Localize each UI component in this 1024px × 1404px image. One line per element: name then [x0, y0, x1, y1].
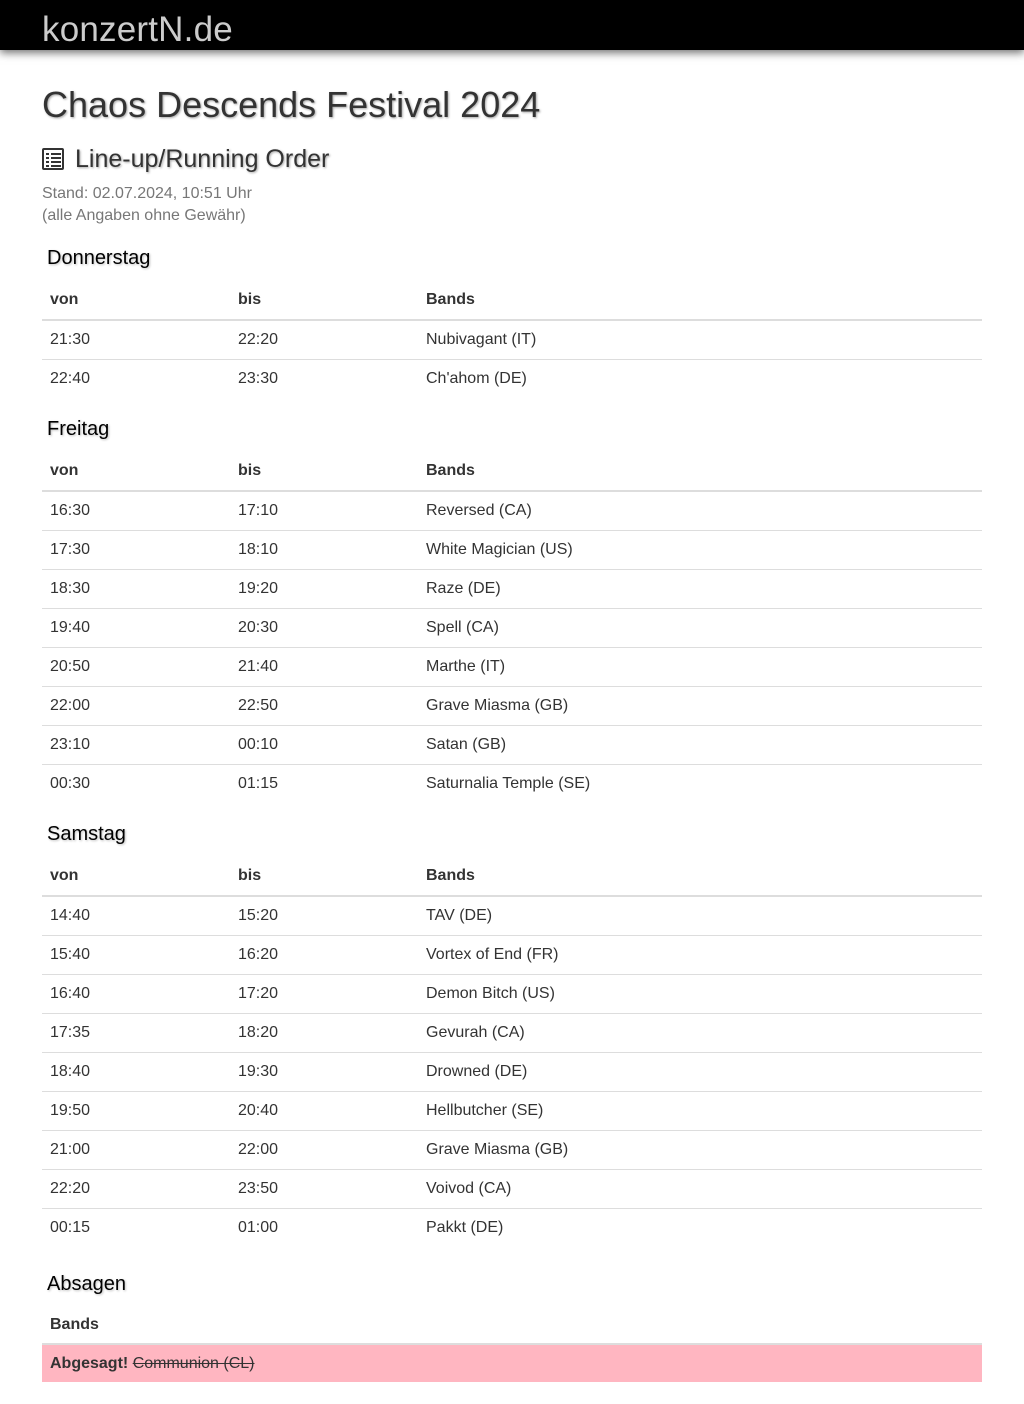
start-time: 22:00 — [42, 686, 230, 725]
schedule-table — [42, 281, 982, 398]
end-time: 01:15 — [230, 764, 418, 803]
column-header-bands: Bands — [418, 452, 982, 491]
table-row — [42, 608, 982, 647]
start-time: 21:00 — [42, 1130, 230, 1169]
site-brand-link[interactable]: konzertN.de — [42, 10, 233, 49]
table-row — [42, 647, 982, 686]
start-time: 19:40 — [42, 608, 230, 647]
column-header-bands: Bands — [418, 281, 982, 320]
cancelled-band-name: Communion (CL) — [132, 1354, 255, 1372]
end-time: 00:10 — [230, 725, 418, 764]
cancelled-row — [42, 1344, 982, 1382]
table-row — [42, 1130, 982, 1169]
start-time: 22:40 — [42, 359, 230, 398]
band-name: Demon Bitch (US) — [418, 974, 982, 1013]
band-name: Satan (GB) — [418, 725, 982, 764]
column-header-von: von — [42, 452, 230, 491]
start-time: 00:30 — [42, 764, 230, 803]
start-time: 15:40 — [42, 935, 230, 974]
band-name: Gevurah (CA) — [418, 1013, 982, 1052]
band-name: Saturnalia Temple (SE) — [418, 764, 982, 803]
table-row — [42, 896, 982, 935]
end-time: 22:00 — [230, 1130, 418, 1169]
band-name: Marthe (IT) — [418, 647, 982, 686]
table-row — [42, 569, 982, 608]
table-row — [42, 725, 982, 764]
band-name: Ch'ahom (DE) — [418, 359, 982, 398]
end-time: 16:20 — [230, 935, 418, 974]
table-row — [42, 764, 982, 803]
start-time: 16:30 — [50, 501, 91, 519]
day-section — [42, 821, 982, 1247]
end-time: 23:30 — [230, 359, 418, 398]
column-header-bis: bis — [230, 452, 418, 491]
band-name: Vortex of End (FR) — [418, 935, 982, 974]
band-name: Raze (DE) — [418, 569, 982, 608]
end-time: 01:00 — [230, 1208, 418, 1247]
column-header-bis: bis — [230, 281, 418, 320]
update-info — [42, 183, 982, 227]
table-row — [42, 359, 982, 398]
start-time: 18:40 — [42, 1052, 230, 1091]
cancellations-title: Absagen — [47, 1273, 126, 1295]
band-name: White Magician (US) — [418, 530, 982, 569]
end-time: 17:10 — [238, 501, 279, 519]
cancellations-table — [42, 1307, 982, 1382]
end-time: 22:50 — [230, 686, 418, 725]
band-name: Spell (CA) — [418, 608, 982, 647]
column-header-von: von — [42, 857, 230, 896]
column-header-von: von — [42, 281, 230, 320]
table-row — [42, 686, 982, 725]
disclaimer: (alle Angaben ohne Gewähr) — [42, 207, 246, 224]
top-navbar — [0, 0, 1024, 50]
start-time: 19:50 — [42, 1091, 230, 1130]
start-time: 22:20 — [42, 1169, 230, 1208]
table-row — [42, 1169, 982, 1208]
schedule-table — [42, 452, 982, 803]
table-row — [42, 935, 982, 974]
start-time: 20:50 — [42, 647, 230, 686]
band-name: Nubivagant (IT) — [426, 330, 537, 348]
table-header-row — [42, 281, 982, 320]
table-row — [42, 320, 982, 359]
start-time: 18:30 — [42, 569, 230, 608]
start-time: 17:30 — [42, 530, 230, 569]
start-time: 14:40 — [50, 906, 91, 924]
band-name: Pakkt (DE) — [418, 1208, 982, 1247]
band-name: Voivod (CA) — [418, 1169, 982, 1208]
start-time: 21:30 — [50, 330, 91, 348]
end-time: 18:10 — [230, 530, 418, 569]
start-time: 16:40 — [42, 974, 230, 1013]
day-section — [42, 245, 982, 398]
end-time: 15:20 — [238, 906, 279, 924]
end-time: 20:40 — [230, 1091, 418, 1130]
table-row — [42, 974, 982, 1013]
day-title: Freitag — [47, 418, 110, 440]
page-subtitle: Line-up/Running Order — [75, 145, 330, 173]
end-time: 17:20 — [230, 974, 418, 1013]
schedule-table — [42, 857, 982, 1247]
table-row — [42, 1091, 982, 1130]
cancellations-section — [42, 1271, 982, 1382]
start-time: 23:10 — [42, 725, 230, 764]
table-row — [42, 530, 982, 569]
band-name: TAV (DE) — [426, 906, 493, 924]
table-row — [42, 1013, 982, 1052]
table-header-row — [42, 1307, 982, 1344]
subtitle-row — [42, 142, 982, 176]
end-time: 20:30 — [230, 608, 418, 647]
end-time: 19:20 — [230, 569, 418, 608]
column-header-bis: bis — [230, 857, 418, 896]
band-name: Grave Miasma (GB) — [418, 1130, 982, 1169]
cancelled-cell — [42, 1344, 982, 1382]
column-header-bands: Bands — [418, 857, 982, 896]
cancelled-label: Abgesagt! — [50, 1354, 129, 1372]
band-name: Reversed (CA) — [426, 501, 532, 519]
table-row — [42, 1052, 982, 1091]
band-name: Drowned (DE) — [418, 1052, 982, 1091]
table-row — [42, 491, 982, 530]
day-title: Samstag — [47, 823, 126, 845]
band-name: Hellbutcher (SE) — [418, 1091, 982, 1130]
table-header-row — [42, 452, 982, 491]
start-time: 00:15 — [42, 1208, 230, 1247]
end-time: 21:40 — [230, 647, 418, 686]
table-row — [42, 1208, 982, 1247]
page-title: Chaos Descends Festival 2024 — [42, 84, 541, 125]
column-header-bands: Bands — [42, 1307, 982, 1344]
stand-date: Stand: 02.07.2024, 10:51 Uhr — [42, 185, 252, 202]
day-section — [42, 416, 982, 803]
band-name: Grave Miasma (GB) — [418, 686, 982, 725]
end-time: 22:20 — [238, 330, 279, 348]
main-content — [42, 84, 982, 1382]
list-icon — [42, 148, 64, 170]
end-time: 19:30 — [230, 1052, 418, 1091]
end-time: 23:50 — [230, 1169, 418, 1208]
end-time: 18:20 — [230, 1013, 418, 1052]
table-header-row — [42, 857, 982, 896]
schedule-days — [42, 245, 982, 1247]
start-time: 17:35 — [42, 1013, 230, 1052]
day-title: Donnerstag — [47, 247, 151, 269]
